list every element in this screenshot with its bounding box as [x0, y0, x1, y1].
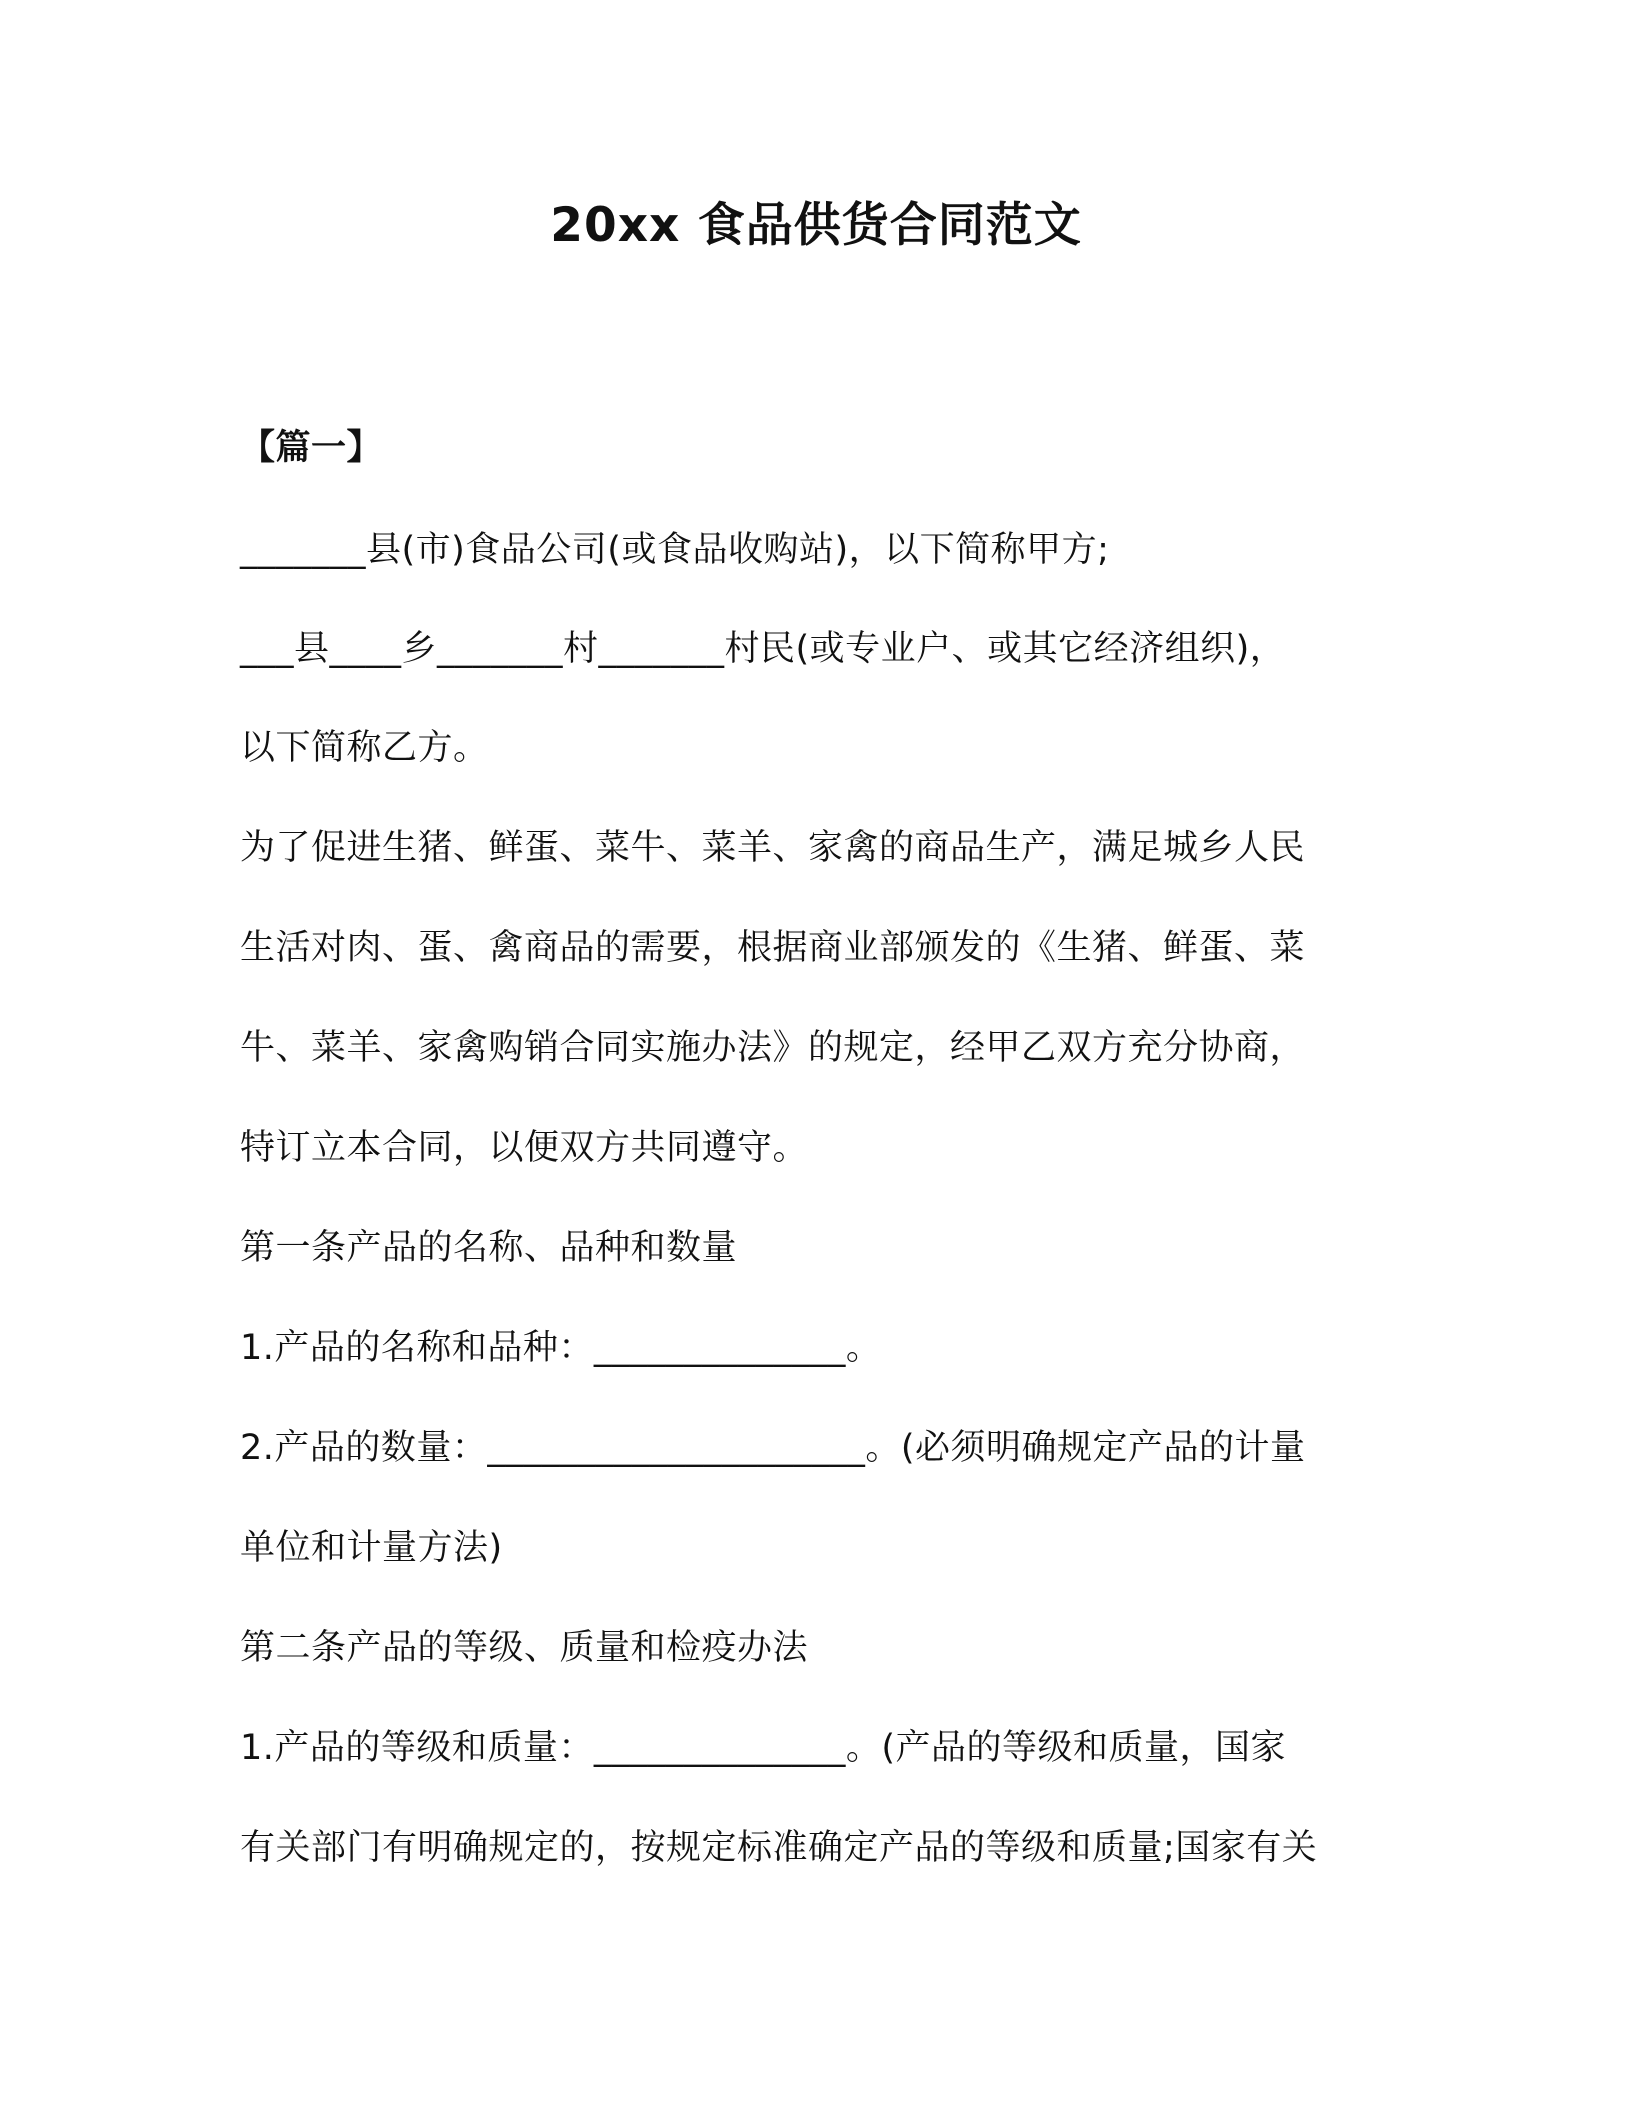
article-1-heading: 第一条产品的名称、品种和数量 — [240, 1228, 738, 1268]
article-1-item-2-cont: 单位和计量方法) — [240, 1528, 503, 1568]
article-1-item-2: 2.产品的数量：_____________________。(必须明确规定产品的计量 — [240, 1428, 1306, 1468]
paragraph-line-preamble-1: 为了促进生猪、鲜蛋、菜牛、菜羊、家禽的商品生产，满足城乡人民 — [240, 828, 1306, 868]
article-2-item-1: 1.产品的等级和质量：______________。(产品的等级和质量，国家 — [240, 1728, 1287, 1768]
section-heading: 【篇一】 — [240, 428, 383, 468]
paragraph-line-preamble-2: 生活对肉、蛋、禽商品的需要，根据商业部颁发的《生猪、鲜蛋、菜 — [240, 928, 1306, 968]
article-2-item-1-cont: 有关部门有明确规定的，按规定标准确定产品的等级和质量;国家有关 — [240, 1828, 1318, 1868]
article-2-heading: 第二条产品的等级、质量和检疫办法 — [240, 1628, 809, 1668]
paragraph-line-party-b: ___县____乡_______村_______村民(或专业户、或其它经济组织)， — [240, 629, 1286, 669]
document-title: 20xx 食品供货合同范文 — [550, 198, 1082, 253]
paragraph-line-party-a: _______县(市)食品公司(或食品收购站)，以下简称甲方; — [240, 530, 1110, 570]
paragraph-line-party-b-cont: 以下简称乙方。 — [240, 728, 489, 768]
paragraph-line-preamble-3: 牛、菜羊、家禽购销合同实施办法》的规定，经甲乙双方充分协商， — [240, 1028, 1306, 1068]
article-1-item-1: 1.产品的名称和品种：______________。 — [240, 1328, 882, 1368]
paragraph-line-preamble-4: 特订立本合同，以便双方共同遵守。 — [240, 1128, 809, 1168]
